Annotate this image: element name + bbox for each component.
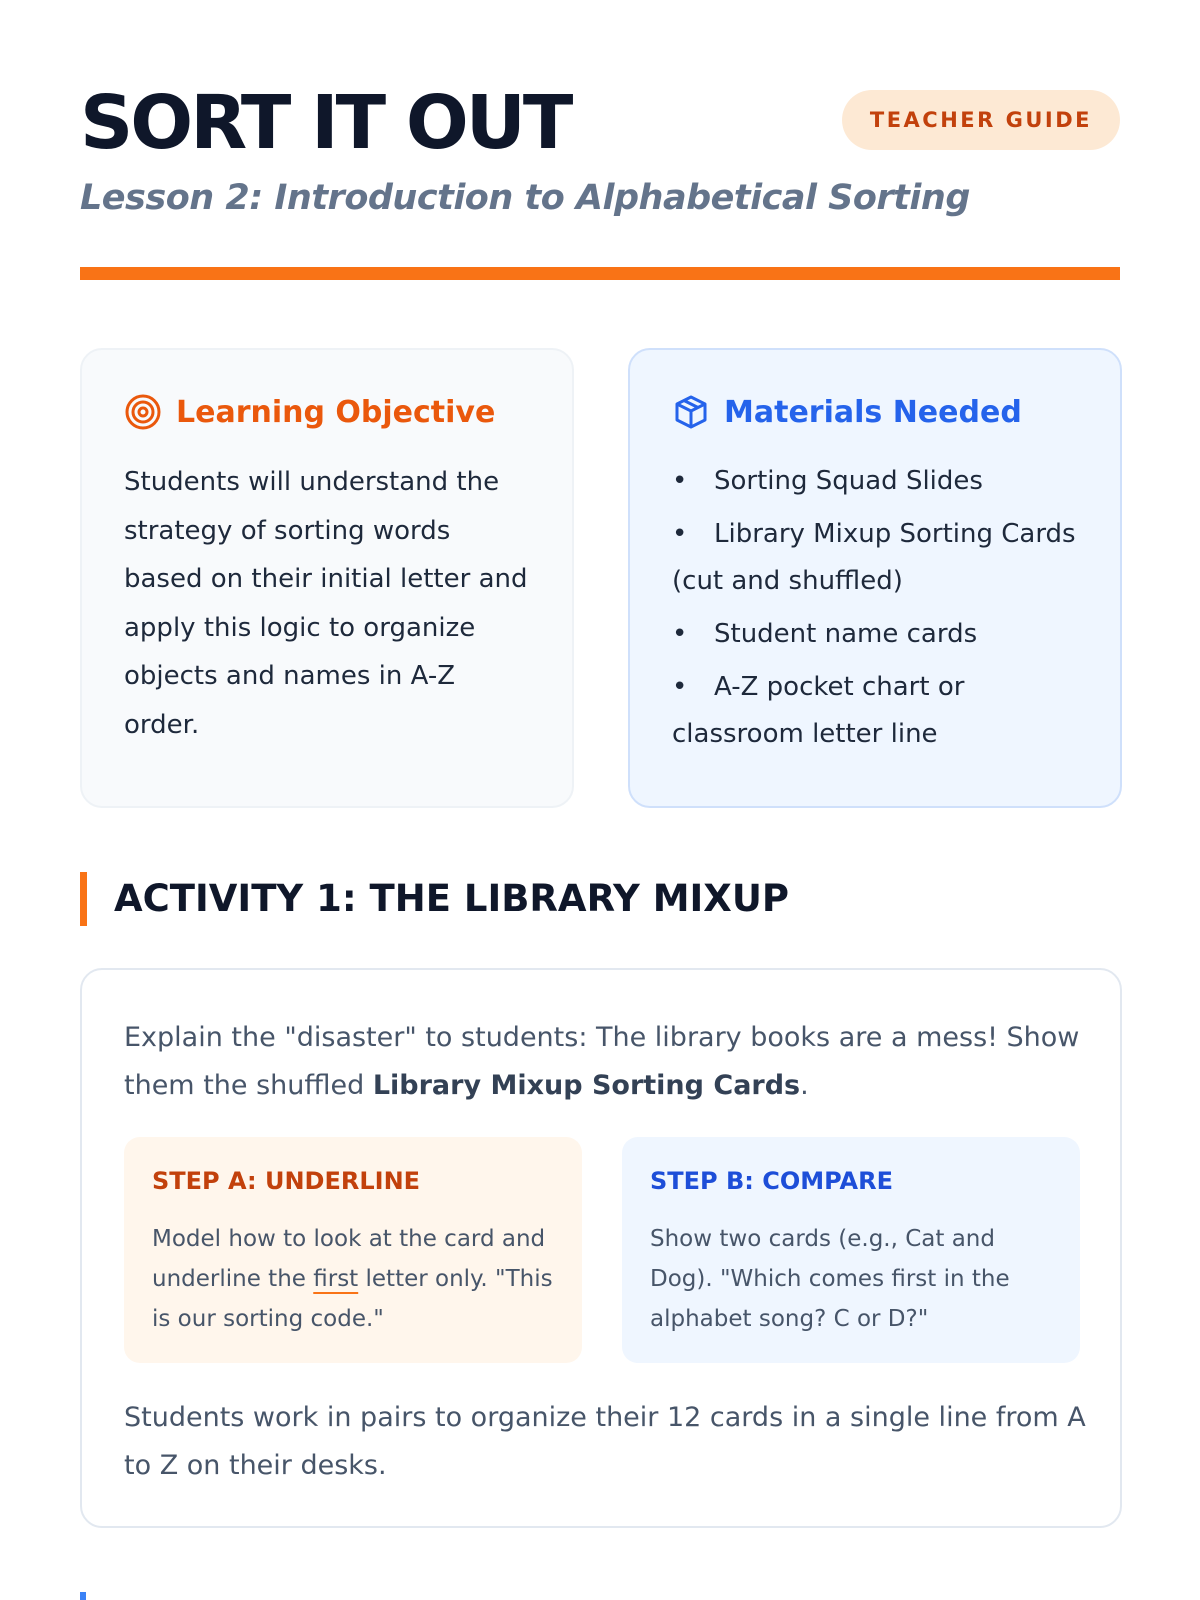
materials-card [628, 348, 1122, 808]
step-a-text: Model how to look at the card and underline the first letter only. "This is our sorting code." [152, 1226, 553, 1332]
teacher-guide-badge: TEACHER GUIDE [842, 90, 1120, 150]
activity-1-outro: Students work in pairs to organize their 12 cards in a single line from A to Z on their desks. [124, 1402, 1086, 1481]
learning-objective-card [80, 348, 574, 808]
step-a-box [124, 1137, 582, 1363]
bullet-icon: • [672, 466, 688, 496]
target-icon [124, 393, 162, 431]
materials-title: Materials Needed [724, 394, 1022, 430]
lesson-subtitle: Lesson 2: Introduction to Alphabetical Sorting [80, 178, 970, 218]
list-item: • Student name cards [672, 611, 1082, 658]
activity-1-card [80, 968, 1122, 1528]
bullet-icon: • [672, 619, 688, 649]
list-item: • Library Mixup Sorting Cards (cut and shuffled) [672, 511, 1082, 605]
list-item: • A-Z pocket chart or classroom letter line [672, 664, 1082, 758]
section-accent-bar [80, 872, 87, 926]
next-section-accent-bar [80, 1592, 86, 1600]
underlined-word: first [313, 1266, 359, 1292]
learning-objective-title: Learning Objective [176, 394, 496, 430]
step-b-text: Show two cards (e.g., Cat and Dog). "Which comes first in the alphabet song? C or D?" [650, 1226, 1010, 1332]
list-item: • Sorting Squad Slides [672, 458, 1082, 505]
materials-list [672, 458, 1082, 764]
bullet-icon: • [672, 519, 688, 549]
learning-objective-text: Students will understand the strategy of sorting words based on their initial letter and apply this logic to organize objects and names in A-Z order. [124, 467, 528, 740]
page-title: SORT IT OUT [80, 80, 571, 166]
learning-objective-heading [124, 392, 495, 432]
page-header [80, 78, 1120, 168]
step-b-title: STEP B: COMPARE [650, 1167, 893, 1195]
activity-1-intro: Explain the "disaster" to students: The library books are a mess! Show them the shuffled Library Mixup Sorting Cards. [124, 1022, 1080, 1101]
cards-name: Library Mixup Sorting Cards [372, 1070, 801, 1101]
bullet-icon: • [672, 672, 688, 702]
activity-1-title: ACTIVITY 1: THE LIBRARY MIXUP [114, 877, 789, 920]
step-b-box [622, 1137, 1080, 1363]
header-divider [80, 267, 1120, 280]
materials-heading [672, 392, 1022, 432]
box-icon [672, 393, 710, 431]
step-a-title: STEP A: UNDERLINE [152, 1167, 421, 1195]
